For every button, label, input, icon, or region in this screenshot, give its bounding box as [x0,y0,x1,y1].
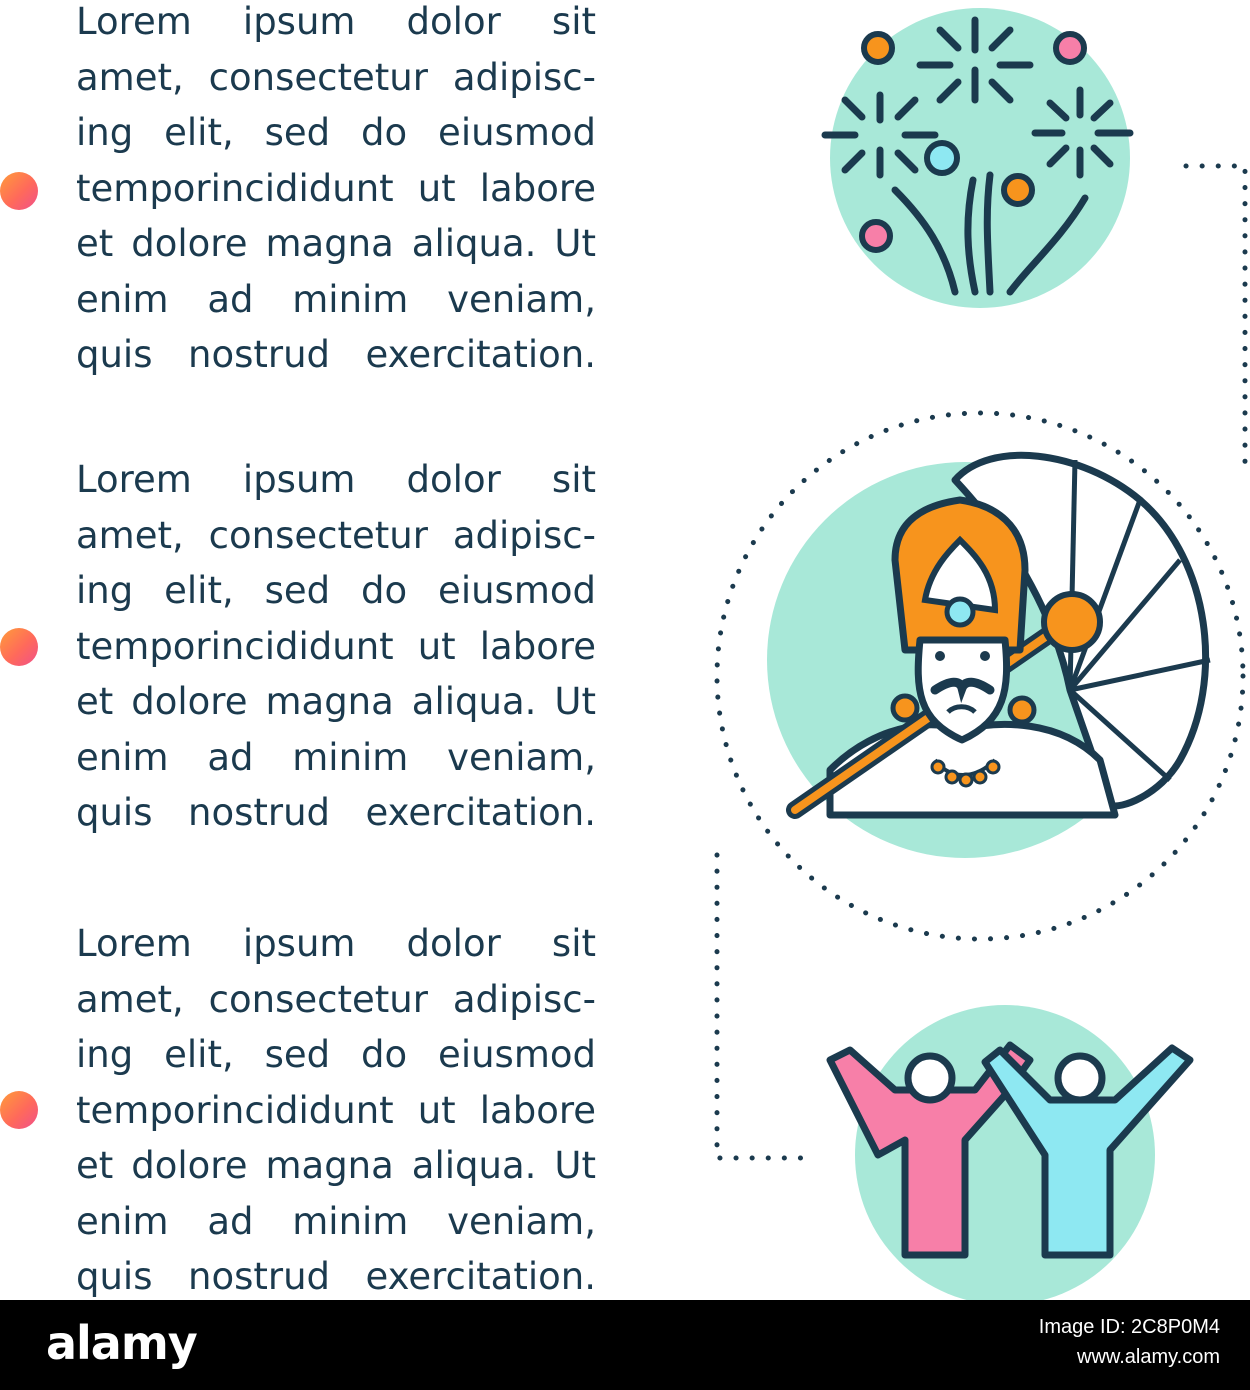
king-mahabali-icon [767,455,1210,858]
celebrating-people-icon [830,1005,1190,1300]
image-id: Image ID: 2C8P0M4 [1038,1316,1220,1338]
paragraph-3: Lorem ipsum dolor sit amet, consectetur adipisc- ing elit, sed do eiusmod temporincididunt ut labore et dolore magna aliqua. Ut enim ad minim veniam, quis nostrud exercitation. [76,922,596,1298]
watermark-footer [0,1300,1250,1390]
alamy-logo: alamy [46,1316,197,1370]
paragraph-1: Lorem ipsum dolor sit amet, consectetur adipisc- ing elit, sed do eiusmod temporincididunt ut labore et dolore magna aliqua. Ut enim ad minim veniam, quis nostrud exercitation. [76,0,596,376]
fireworks-icon [825,8,1130,308]
paragraph-2: Lorem ipsum dolor sit amet, consectetur adipisc- ing elit, sed do eiusmod temporincididunt ut labore et dolore magna aliqua. Ut enim ad minim veniam, quis nostrud exercitation. [76,458,596,834]
site-url: www.alamy.com [1077,1346,1220,1368]
